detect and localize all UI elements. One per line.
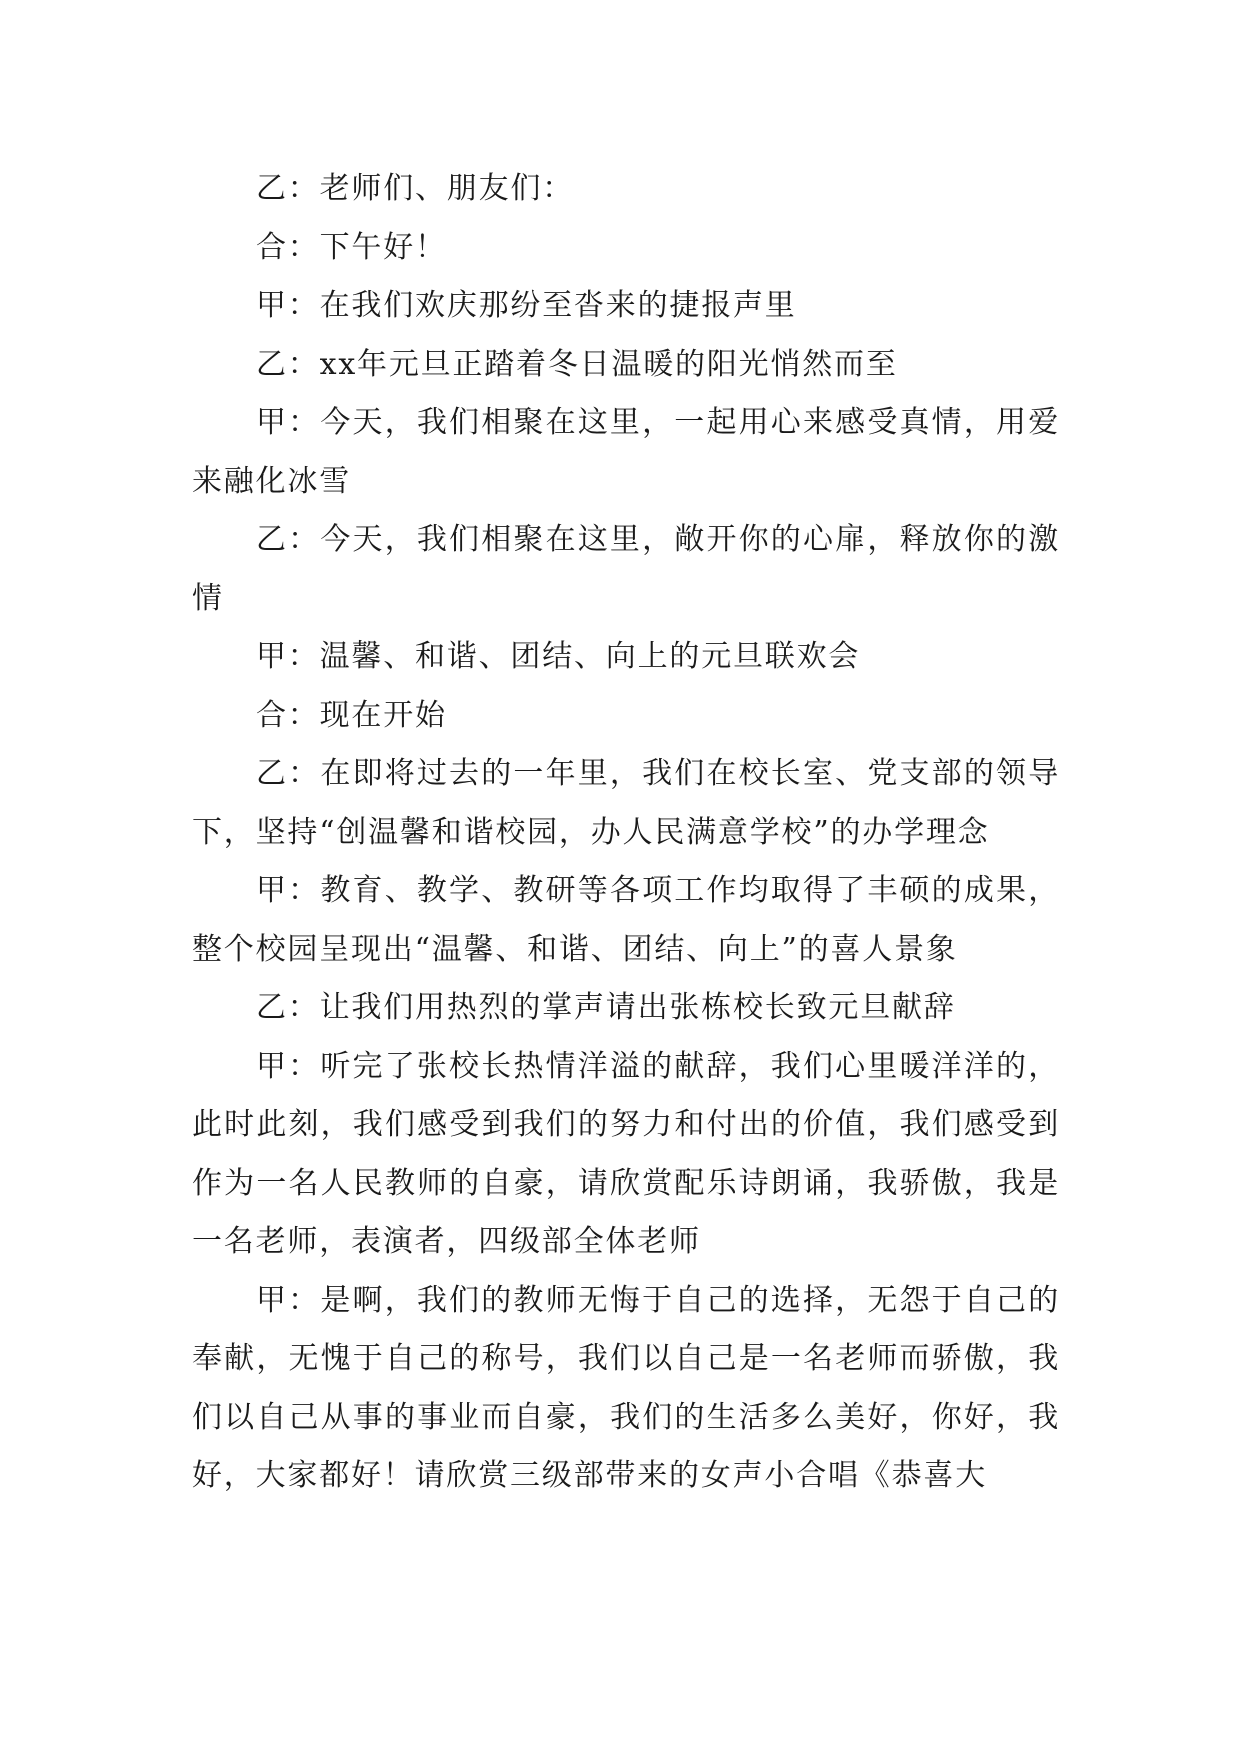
paragraph-1: 乙：老师们、朋友们：	[256, 171, 574, 206]
document-body	[192, 160, 1060, 1506]
paragraph-9: 乙：在即将过去的一年里，我们在校长室、党支部的领导下，坚持“创温馨和谐校园，办人民满意学校”的办学理念	[192, 756, 1060, 850]
paragraph-11: 乙：让我们用热烈的掌声请出张栋校长致元旦献辞	[256, 990, 956, 1025]
paragraph-13: 甲：是啊，我们的教师无悔于自己的选择，无怨于自己的奉献，无愧于自己的称号，我们以自己是一名老师而骄傲，我们以自己从事的事业而自豪，我们的生活多么美好，你好，我好，大家都好！请欣赏三级部带来的女声小合唱《恭喜大	[192, 1282, 1060, 1493]
paragraph-7: 甲：温馨、和谐、团结、向上的元旦联欢会	[256, 639, 861, 674]
paragraph-4: 乙：xx年元旦正踏着冬日温暖的阳光悄然而至	[256, 346, 898, 382]
paragraph-2: 合：下午好！	[256, 229, 447, 265]
paragraph-6: 乙：今天，我们相聚在这里，敞开你的心扉，释放你的激情	[192, 522, 1060, 616]
paragraph-3: 甲：在我们欢庆那纷至沓来的捷报声里	[256, 288, 797, 323]
paragraph-8: 合：现在开始	[256, 697, 447, 733]
paragraph-10: 甲：教育、教学、教研等各项工作均取得了丰硕的成果，整个校园呈现出“温馨、和谐、团结、向上”的喜人景象	[192, 873, 1060, 967]
paragraph-12: 甲：听完了张校长热情洋溢的献辞，我们心里暖洋洋的，此时此刻，我们感受到我们的努力和付出的价值，我们感受到作为一名人民教师的自豪，请欣赏配乐诗朗诵，我骄傲，我是一名老师，表演者，四级部全体老师	[192, 1048, 1060, 1259]
paragraph-5: 甲：今天，我们相聚在这里，一起用心来感受真情，用爱来融化冰雪	[192, 405, 1060, 499]
